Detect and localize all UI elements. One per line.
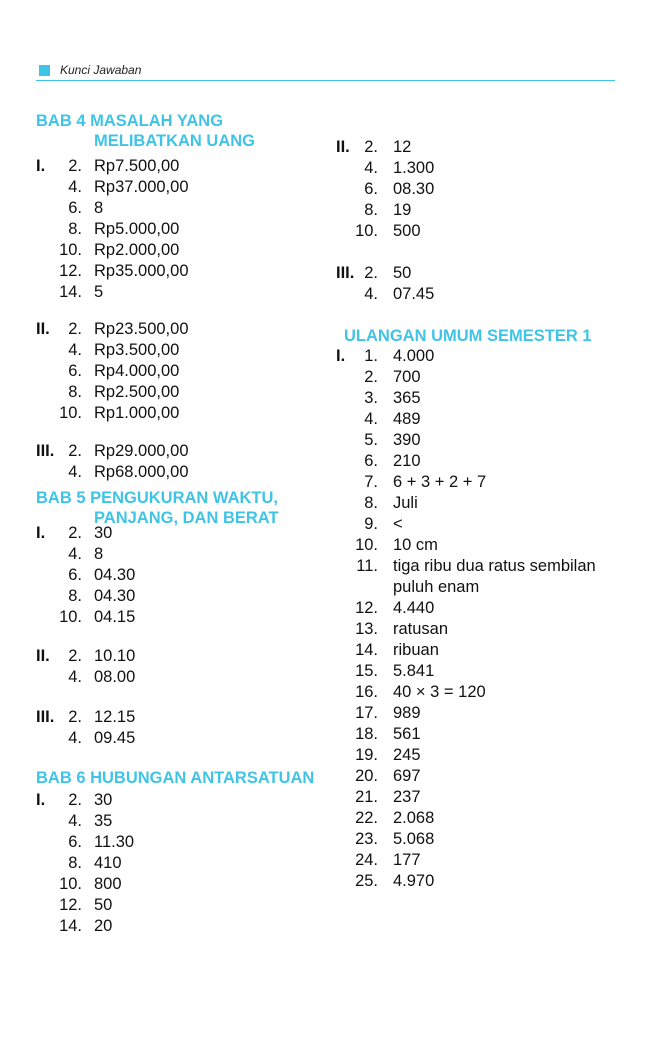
answer-text: 19 xyxy=(393,201,412,219)
answer-item xyxy=(36,895,326,916)
answer-text: 12.15 xyxy=(94,708,136,726)
answer-text: Rp68.000,00 xyxy=(94,463,189,481)
answer-item xyxy=(36,523,326,544)
bab5-section-II xyxy=(36,646,326,688)
answer-item xyxy=(336,871,626,892)
answer-text: 500 xyxy=(393,222,421,240)
answer-number: 8. xyxy=(364,494,378,512)
answer-item xyxy=(336,388,626,409)
answer-number: 22. xyxy=(355,809,378,827)
answer-number: 2. xyxy=(68,157,82,175)
answer-text: 04.30 xyxy=(94,566,136,584)
answer-number: 11. xyxy=(356,557,378,575)
answer-number: 4. xyxy=(68,341,82,359)
answer-text: 12 xyxy=(393,138,412,156)
section-roman-numeral: III. xyxy=(336,264,355,282)
section-roman-numeral: I. xyxy=(336,347,346,365)
answer-item xyxy=(36,916,326,937)
answer-number: 25. xyxy=(355,872,378,890)
answer-number: 2. xyxy=(68,647,82,665)
header-marker-square xyxy=(39,65,50,76)
answer-item xyxy=(36,811,326,832)
section-roman-numeral: I. xyxy=(36,791,46,809)
answer-text: 08.00 xyxy=(94,668,136,686)
answer-number: 2. xyxy=(68,524,82,542)
answer-text: 4.970 xyxy=(393,872,435,890)
answer-number: 8. xyxy=(68,220,82,238)
answer-text: 30 xyxy=(94,791,113,809)
answer-number: 9. xyxy=(364,515,378,533)
answer-text: 10 cm xyxy=(393,536,438,554)
answer-number: 15. xyxy=(355,662,378,680)
answer-text: 800 xyxy=(94,875,122,893)
bab6-section-I xyxy=(36,790,326,937)
answer-number: 8. xyxy=(364,201,378,219)
answer-number: 6. xyxy=(68,199,82,217)
answer-number: 6. xyxy=(68,566,82,584)
answer-item xyxy=(336,682,626,703)
answer-text: 5.841 xyxy=(393,662,435,680)
answer-text: 07.45 xyxy=(393,285,435,303)
answer-item xyxy=(336,766,626,787)
header-divider xyxy=(36,80,615,81)
answer-text: 50 xyxy=(94,896,113,914)
answer-text: 410 xyxy=(94,854,122,872)
answer-item xyxy=(36,156,326,177)
answer-number: 8. xyxy=(68,854,82,872)
answer-number: 19. xyxy=(355,746,378,764)
answer-number: 4. xyxy=(364,285,378,303)
answer-number: 6. xyxy=(364,452,378,470)
bab5-section-II-right xyxy=(336,137,626,242)
answer-number: 1. xyxy=(364,347,378,365)
answer-text: Rp4.000,00 xyxy=(94,362,180,380)
answer-number: 10. xyxy=(59,608,82,626)
section-roman-numeral: III. xyxy=(36,708,55,726)
answer-number: 2. xyxy=(364,368,378,386)
answer-text: 177 xyxy=(393,851,421,869)
answer-number: 24. xyxy=(355,851,378,869)
answer-text: 700 xyxy=(393,368,421,386)
answer-text: 4.000 xyxy=(393,347,435,365)
answer-item xyxy=(336,850,626,871)
section-roman-numeral: III. xyxy=(36,442,55,460)
answer-item xyxy=(336,808,626,829)
answer-item xyxy=(336,556,626,598)
answer-item xyxy=(36,544,326,565)
answer-text: 390 xyxy=(393,431,421,449)
answer-number: 10. xyxy=(59,241,82,259)
answer-text: Rp5.000,00 xyxy=(94,220,180,238)
answer-text: 04.15 xyxy=(94,608,136,626)
answer-number: 2. xyxy=(68,708,82,726)
answer-text: Juli xyxy=(393,494,418,512)
bab6-heading: BAB 6 HUBUNGAN ANTARSATUAN xyxy=(36,769,315,787)
answer-item xyxy=(336,221,626,242)
answer-number: 2. xyxy=(68,320,82,338)
answer-text: 697 xyxy=(393,767,421,785)
answer-item xyxy=(336,493,626,514)
answer-text: Rp2.000,00 xyxy=(94,241,180,259)
answer-text: 35 xyxy=(94,812,113,830)
answer-number: 12. xyxy=(59,262,82,280)
answer-number: 4. xyxy=(68,545,82,563)
answer-text: Rp3.500,00 xyxy=(94,341,180,359)
answer-number: 2. xyxy=(68,791,82,809)
answer-text: 04.30 xyxy=(94,587,136,605)
answer-text: 11.30 xyxy=(94,833,135,851)
answer-item xyxy=(36,240,326,261)
answer-text: tiga ribu dua ratus sembilan puluh enam xyxy=(393,557,596,596)
answer-number: 18. xyxy=(355,725,378,743)
answer-text: 8 xyxy=(94,545,104,563)
answer-item xyxy=(336,451,626,472)
answer-text: 20 xyxy=(94,917,113,935)
answer-item xyxy=(336,829,626,850)
answer-number: 10. xyxy=(355,222,378,240)
answer-text: 30 xyxy=(94,524,113,542)
answer-item xyxy=(336,640,626,661)
answer-item xyxy=(36,340,326,361)
answer-text: ribuan xyxy=(393,641,439,659)
section-roman-numeral: II. xyxy=(336,138,350,156)
answer-item xyxy=(36,646,326,667)
answer-item xyxy=(36,177,326,198)
answer-item xyxy=(336,284,626,305)
answer-text: 5.068 xyxy=(393,830,435,848)
answer-item xyxy=(36,707,326,728)
answer-item xyxy=(336,158,626,179)
answer-text: 989 xyxy=(393,704,421,722)
answer-item xyxy=(336,430,626,451)
answer-item xyxy=(336,137,626,158)
bab4-section-I xyxy=(36,156,326,303)
answer-item xyxy=(336,661,626,682)
answer-text: 210 xyxy=(393,452,421,470)
answer-number: 10. xyxy=(355,536,378,554)
answer-item xyxy=(36,361,326,382)
answer-number: 3. xyxy=(364,389,378,407)
section-roman-numeral: II. xyxy=(36,647,50,665)
answer-number: 4. xyxy=(68,668,82,686)
answer-text: 10.10 xyxy=(94,647,136,665)
bab5-section-I xyxy=(36,523,326,628)
answer-text: Rp29.000,00 xyxy=(94,442,189,460)
answer-item xyxy=(36,586,326,607)
answer-number: 4. xyxy=(68,812,82,830)
bab5-section-III xyxy=(36,707,326,749)
answer-item xyxy=(336,367,626,388)
answer-item xyxy=(336,514,626,535)
answer-item xyxy=(336,472,626,493)
answer-number: 6. xyxy=(68,362,82,380)
answer-item xyxy=(36,462,326,483)
answer-item xyxy=(336,703,626,724)
answer-text: Rp1.000,00 xyxy=(94,404,180,422)
ulangan-section-I xyxy=(336,346,626,892)
answer-text: 09.45 xyxy=(94,729,136,747)
answer-item xyxy=(36,219,326,240)
answer-text: 5 xyxy=(94,283,104,301)
answer-text: 561 xyxy=(393,725,421,743)
answer-number: 6. xyxy=(68,833,82,851)
answer-item xyxy=(336,619,626,640)
answer-number: 14. xyxy=(59,283,82,301)
answer-text: 4.440 xyxy=(393,599,435,617)
answer-number: 4. xyxy=(68,729,82,747)
answer-item xyxy=(336,724,626,745)
answer-text: 40 × 3 = 120 xyxy=(393,683,486,701)
bab5-heading-line1: BAB 5 PENGUKURAN WAKTU, xyxy=(36,489,279,507)
answer-number: 5. xyxy=(364,431,378,449)
header-title: Kunci Jawaban xyxy=(60,63,142,77)
answer-number: 8. xyxy=(68,383,82,401)
answer-item xyxy=(336,179,626,200)
answer-item xyxy=(336,745,626,766)
answer-text: 6 + 3 + 2 + 7 xyxy=(393,473,487,491)
bab5-heading-line2: PANJANG, DAN BERAT xyxy=(94,509,279,527)
answer-item xyxy=(336,409,626,430)
answer-item xyxy=(36,728,326,749)
answer-item xyxy=(336,263,626,284)
answer-number: 2. xyxy=(364,138,378,156)
answer-text: Rp37.000,00 xyxy=(94,178,189,196)
answer-number: 23. xyxy=(355,830,378,848)
answer-number: 20. xyxy=(355,767,378,785)
answer-number: 10. xyxy=(59,875,82,893)
answer-item xyxy=(36,853,326,874)
answer-number: 14. xyxy=(59,917,82,935)
answer-item xyxy=(36,790,326,811)
bab4-section-II xyxy=(36,319,326,424)
answer-number: 14. xyxy=(355,641,378,659)
answer-text: 8 xyxy=(94,199,104,217)
bab4-heading-line1: BAB 4 MASALAH YANG xyxy=(36,112,224,130)
answer-item xyxy=(36,667,326,688)
answer-text: 50 xyxy=(393,264,412,282)
answer-number: 4. xyxy=(364,159,378,177)
answer-number: 2. xyxy=(68,442,82,460)
page-header xyxy=(36,60,615,82)
answer-text: < xyxy=(393,515,403,533)
bab5-heading xyxy=(36,488,279,528)
answer-item xyxy=(36,565,326,586)
answer-item xyxy=(36,607,326,628)
answer-item xyxy=(36,403,326,424)
ulangan-heading: ULANGAN UMUM SEMESTER 1 xyxy=(344,327,592,345)
answer-number: 13. xyxy=(355,620,378,638)
answer-item xyxy=(36,261,326,282)
answer-text: Rp2.500,00 xyxy=(94,383,180,401)
bab4-section-III xyxy=(36,441,326,483)
answer-text: 237 xyxy=(393,788,421,806)
answer-item xyxy=(336,787,626,808)
answer-text: 245 xyxy=(393,746,421,764)
answer-number: 4. xyxy=(68,463,82,481)
answer-item xyxy=(36,382,326,403)
answer-item xyxy=(336,200,626,221)
answer-item xyxy=(36,282,326,303)
answer-item xyxy=(36,441,326,462)
answer-item xyxy=(336,346,626,367)
answer-item xyxy=(36,832,326,853)
answer-number: 4. xyxy=(364,410,378,428)
answer-number: 12. xyxy=(59,896,82,914)
section-roman-numeral: II. xyxy=(36,320,50,338)
section-roman-numeral: I. xyxy=(36,524,46,542)
answer-number: 2. xyxy=(364,264,378,282)
answer-text: 08.30 xyxy=(393,180,435,198)
answer-text: Rp35.000,00 xyxy=(94,262,189,280)
answer-text: 365 xyxy=(393,389,421,407)
answer-number: 12. xyxy=(355,599,378,617)
answer-text: ratusan xyxy=(393,620,449,638)
answer-text: 1.300 xyxy=(393,159,435,177)
answer-number: 16. xyxy=(355,683,378,701)
answer-item xyxy=(336,535,626,556)
answer-number: 8. xyxy=(68,587,82,605)
bab4-heading xyxy=(36,111,255,151)
answer-item xyxy=(36,319,326,340)
section-roman-numeral: I. xyxy=(36,157,46,175)
bab4-heading-line2: MELIBATKAN UANG xyxy=(94,132,256,150)
answer-item xyxy=(36,874,326,895)
answer-text: Rp7.500,00 xyxy=(94,157,180,175)
answer-number: 7. xyxy=(364,473,378,491)
answer-text: 2.068 xyxy=(393,809,435,827)
answer-item xyxy=(336,598,626,619)
answer-text: 489 xyxy=(393,410,421,428)
answer-text: Rp23.500,00 xyxy=(94,320,189,338)
bab5-section-III-right xyxy=(336,263,626,305)
answer-item xyxy=(36,198,326,219)
answer-number: 21. xyxy=(355,788,378,806)
answer-number: 17. xyxy=(355,704,378,722)
answer-number: 6. xyxy=(364,180,378,198)
answer-number: 4. xyxy=(68,178,82,196)
answer-number: 10. xyxy=(59,404,82,422)
